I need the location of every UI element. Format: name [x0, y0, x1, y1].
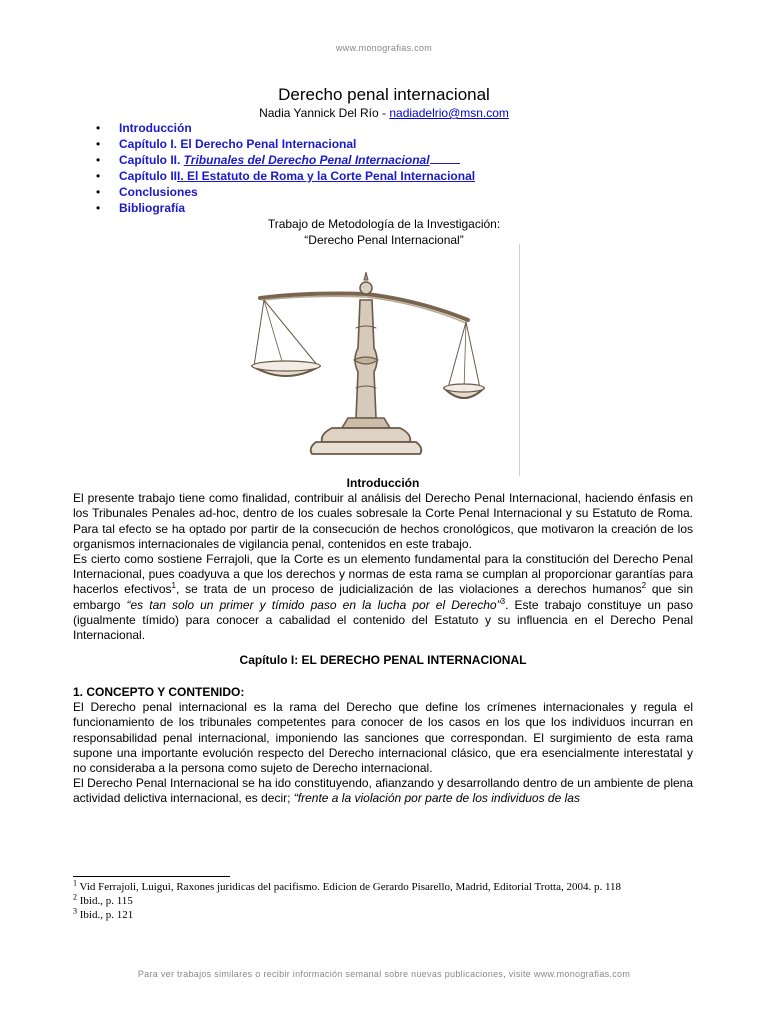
chapter-1-heading: Capítulo I: EL DERECHO PENAL INTERNACIONAL	[239, 653, 527, 667]
toc-item-introduccion[interactable]: • Introducción	[96, 121, 192, 135]
concept-section	[73, 685, 693, 807]
author-name: Nadia Yannick Del Río -	[259, 106, 390, 120]
footnote-separator	[73, 876, 230, 877]
bullet-icon: •	[96, 121, 101, 135]
concept-paragraph-1: El Derecho penal internacional es la rama del Derecho que define los crímenes internacionales y regula el funcionamiento de los tribunales competentes para conocer de los casos en los que los individuos incurran en responsabilidad penal internacional, imponiendo las sanciones que correspondan. El surgimiento de esta rama supone una importante evolución respecto del Derecho internacional clásico, que era esencialmente interestatal y no consideraba a la persona como sujeto de Derecho internacional.	[73, 700, 693, 776]
site-footer[interactable]: Para ver trabajos similares o recibir información semanal sobre nuevas publicaciones, visite www.monografias.com	[137, 969, 631, 979]
introduction-section	[73, 476, 693, 643]
site-header[interactable]: www.monografias.com	[335, 43, 433, 53]
footnotes	[73, 880, 693, 922]
bullet-icon: •	[96, 201, 101, 215]
footnote-ref-3[interactable]: 3	[500, 596, 506, 606]
document-title: Derecho penal internacional	[278, 85, 490, 104]
concept-paragraph-2: El Derecho Penal Internacional se ha ido constituyendo, afianzando y desarrollando dentro de un ambiente de plena actividad delictiva internacional, es decir; “frente a la violación por parte de los individuos de las	[73, 776, 693, 806]
chapter-1-section	[73, 653, 693, 668]
footnote-ref-2[interactable]: 2	[641, 581, 647, 591]
introduction-paragraph-2: Es cierto como sostiene Ferrajoli, que la Corte es un elemento fundamental para la constitución del Derecho Penal Internacional, pues coadyuva a que los derechos y normas de esta rama se cumplan al proporcionar garantías para hacerlos efectivos$^1$, se trata de un proceso de judicialización de las violaciones a derechos humanos$^2$ que sin embargo “es tan solo un primer y tímido paso en la lucha por el Derecho”$^3$. Este trabajo constituye un paso (igualmente tímido) para conocer a cabalidad el contenido del Estatuto y su influencia en el Derecho Penal Internacional.	[73, 552, 694, 643]
footnote-2: $^2$ Ibid., p. 115	[73, 892, 133, 907]
author-line	[0, 105, 768, 121]
work-subtitle: Trabajo de Metodología de la Investigación: “Derecho Penal Internacional”	[267, 217, 501, 247]
table-of-contents	[93, 120, 475, 216]
bullet-icon: •	[96, 169, 101, 183]
concept-heading: 1. CONCEPTO Y CONTENIDO:	[73, 685, 245, 699]
toc-item-conclusiones[interactable]: • Conclusiones	[96, 185, 198, 199]
bullet-icon: •	[96, 137, 101, 151]
footnote-3: $^3$ Ibid., p. 121	[73, 906, 134, 921]
footnote-ref-1[interactable]: 1	[171, 581, 176, 591]
bullet-icon: •	[96, 153, 101, 167]
toc-item-bibliografia[interactable]: • Bibliografía	[96, 201, 186, 215]
figure-divider	[519, 244, 520, 476]
toc-item-capitulo-2[interactable]: • Capítulo II. Tribunales del Derecho Penal Internacional	[93, 152, 475, 168]
author-email-link[interactable]: nadiadelrio@msn.com	[389, 106, 509, 120]
introduction-heading: Introducción	[346, 476, 420, 490]
bullet-icon: •	[96, 185, 101, 199]
toc-item-capitulo-1[interactable]: • Capítulo I. El Derecho Penal Internacional	[96, 137, 357, 151]
introduction-paragraph-1: El presente trabajo tiene como finalidad, contribuir al análisis del Derecho Penal Internacional, haciendo énfasis en los Tribunales Penales ad-hoc, dentro de los cuales sobresale la Corte Penal Internacional y su Estatuto de Roma. Para tal efecto se ha optado por partir de la consecución de hechos cronológicos, que motivaron la creación de los organismos internacionales de vigilancia penal, contenidos en este trabajo.	[73, 491, 693, 551]
toc-item-capitulo-3[interactable]: • Capítulo III. El Estatuto de Roma y la Corte Penal Internacional	[96, 169, 476, 183]
scales-of-justice-illustration	[248, 248, 488, 466]
footnote-1: $^1$ Vid Ferrajoli, Luigui, Raxones juridicas del pacifismo. Edicion de Gerardo Pisarello, Madrid, Editorial Trotta, 2004. p. 118	[73, 878, 622, 893]
